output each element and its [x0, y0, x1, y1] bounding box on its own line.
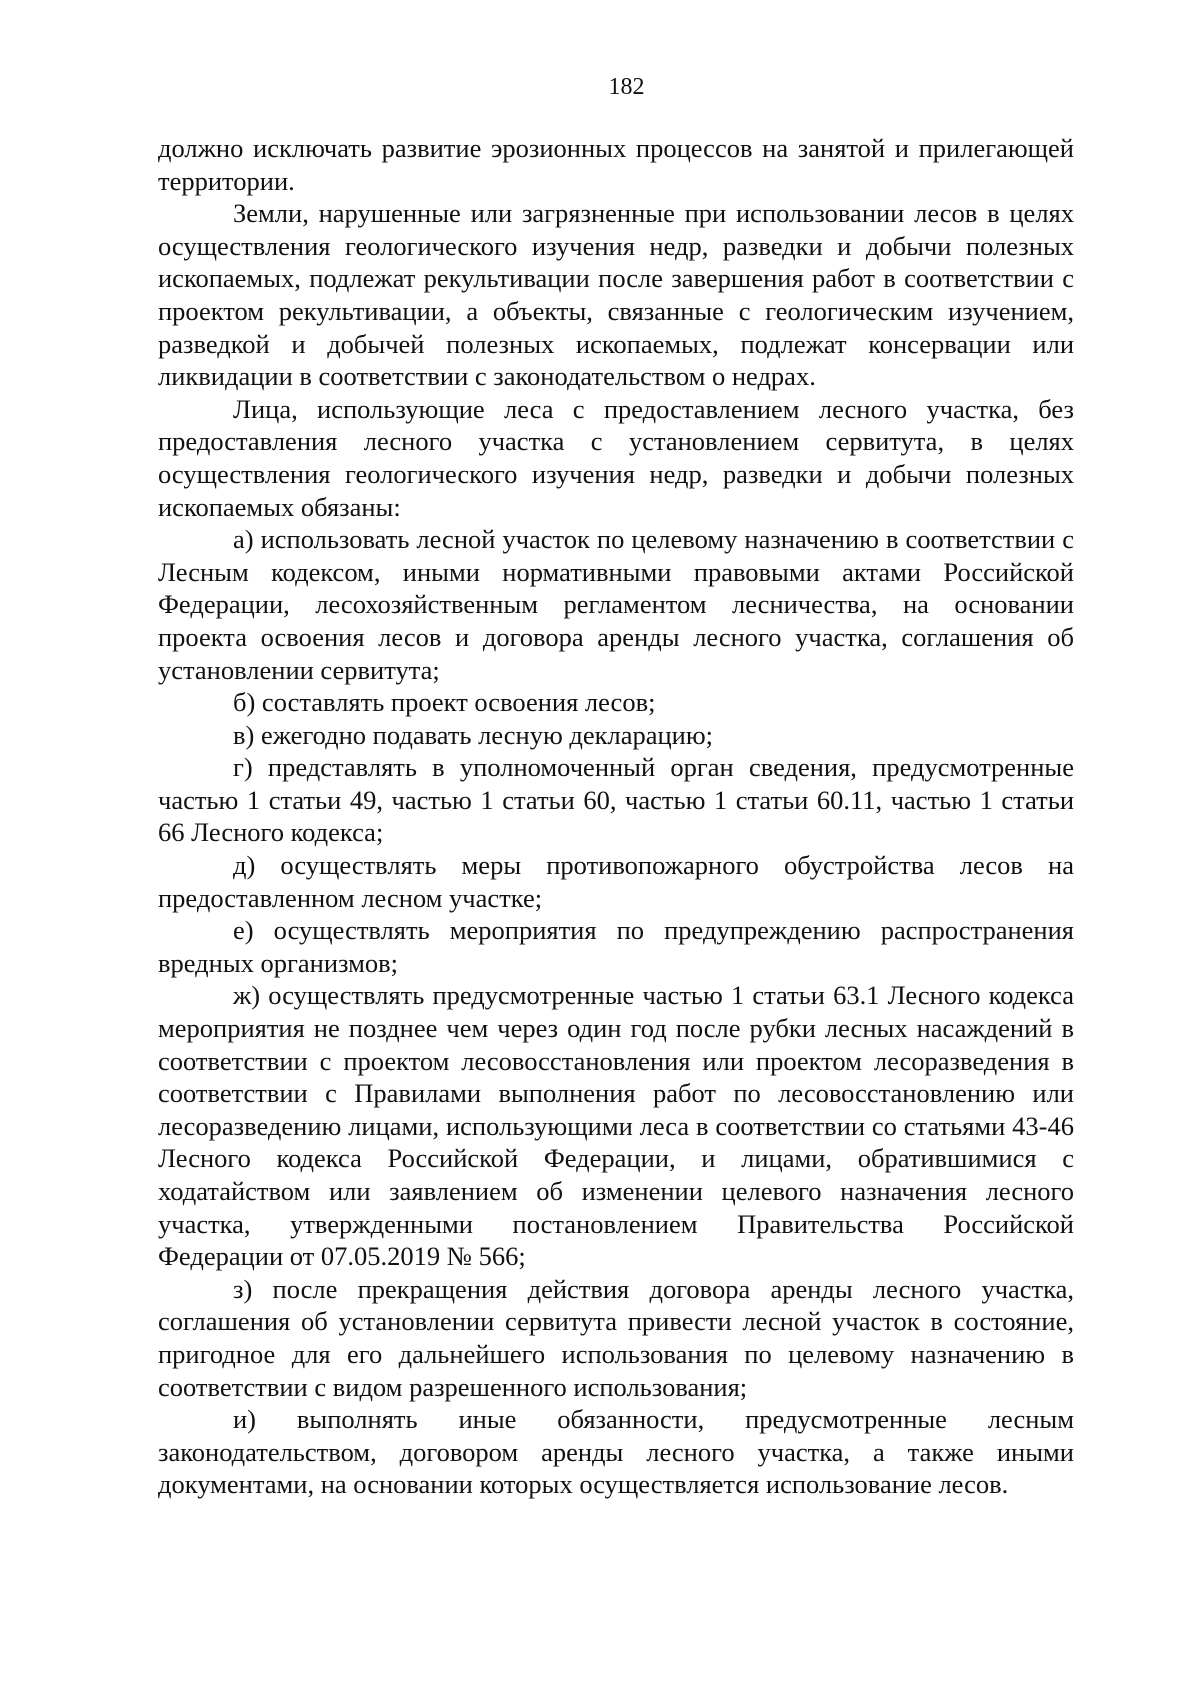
list-item-d: д) осуществлять меры противопожарного обустройства лесов на предоставленном лесном участке; — [158, 850, 1074, 913]
list-item-i: и) выполнять иные обязанности, предусмотренные лесным законодательством, договором аренды лесного участка, а также иными документами, на основании которых осуществляется использование лесов. — [158, 1404, 1074, 1500]
list-item-z: з) после прекращения действия договора аренды лесного участка, соглашения об установлении сервитута привести лесной участок в состояние, пригодное для его дальнейшего использования по целевому назначению в соответствии с видом разрешенного использования; — [158, 1273, 1074, 1402]
paragraph-obligations-intro: Лица, использующие леса с предоставлением лесного участка, без предоставления лесного участка с установлением сервитута, в целях осуществления геологического изучения недр, разведки и добычи полезных ископаемых обязаны: — [158, 393, 1074, 522]
paragraph-continuation: должно исключать развитие эрозионных процессов на занятой и прилегающей территории. — [158, 133, 1074, 196]
list-item-v: в) ежегодно подавать лесную декларацию; — [233, 719, 714, 750]
list-item-g: г) представлять в уполномоченный орган сведения, предусмотренные частью 1 статьи 49, частью 1 статьи 60, частью 1 статьи 60.11, частью 1 статьи 66 Лесного кодекса; — [158, 752, 1074, 848]
list-item-b: б) составлять проект освоения лесов; — [233, 687, 656, 718]
list-item-zh: ж) осуществлять предусмотренные частью 1 статьи 63.1 Лесного кодекса мероприятия не позднее чем через один год после рубки лесных насаждений в соответствии с проектом лесовосстановления или проектом лесоразведения в соответствии с Правилами выполнения работ по лесовосстановлению или лесоразведению лицами, использующими леса в соответствии со статьями 43-46 Лесного кодекса Российской Федерации, и лицами, обратившимися с ходатайством или заявлением об изменении целевого назначения лесного участка, утвержденными постановлением Правительства Российской Федерации от 07.05.2019 № 566; — [158, 980, 1074, 1272]
document-body — [158, 132, 1074, 1501]
paragraph-land-reclamation: Земли, нарушенные или загрязненные при использовании лесов в целях осуществления геологического изучения недр, разведки и добычи полезных ископаемых, подлежат рекультивации после завершения работ в соответствии с проектом рекультивации, а объекты, связанные с геологическим изучением, разведкой и добычей полезных ископаемых, подлежат консервации или ликвидации в соответствии с законодательством о недрах. — [158, 198, 1074, 392]
page-number: 182 — [608, 74, 645, 100]
list-item-e: е) осуществлять мероприятия по предупреждению распространения вредных организмов; — [158, 915, 1074, 978]
list-item-a: а) использовать лесной участок по целевому назначению в соответствии с Лесным кодексом, иными нормативными правовыми актами Российской Федерации, лесохозяйственным регламентом лесничества, на основании проекта освоения лесов и договора аренды лесного участка, соглашения об установлении сервитута; — [158, 524, 1074, 685]
